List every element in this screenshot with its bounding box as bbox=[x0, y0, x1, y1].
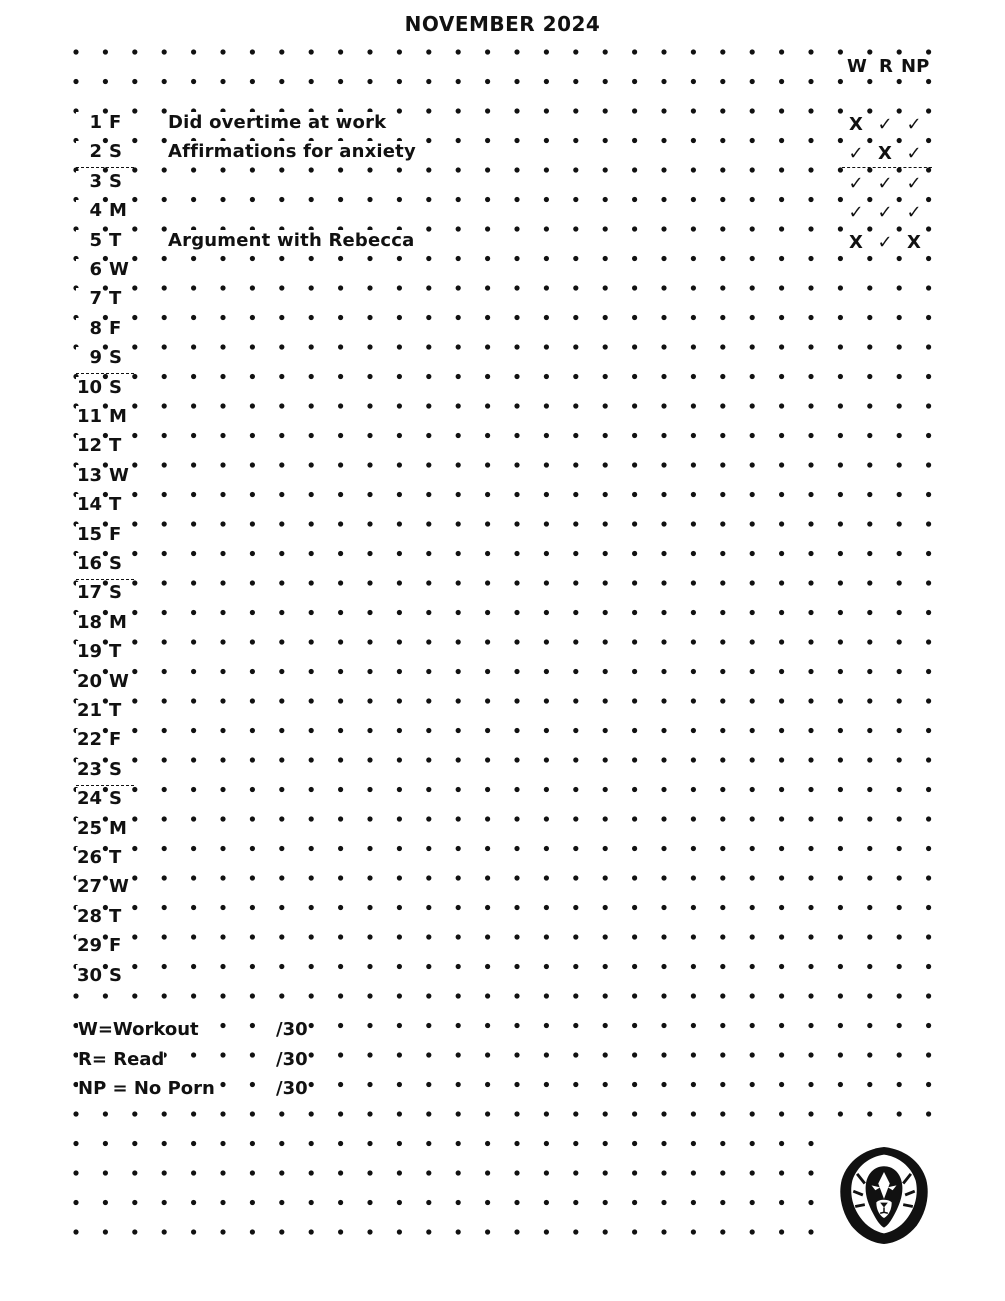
tracker-mark-w: X bbox=[846, 232, 866, 253]
day-number: 2 bbox=[76, 141, 102, 162]
day-weekday: T bbox=[109, 229, 122, 251]
day-number: 15 bbox=[76, 523, 102, 545]
day-number: 12 bbox=[76, 435, 102, 457]
day-number: 8 bbox=[76, 318, 102, 339]
day-weekday: F bbox=[109, 317, 122, 339]
week-separator bbox=[76, 373, 134, 374]
day-weekday: T bbox=[109, 435, 122, 457]
day-weekday: M bbox=[109, 200, 127, 222]
week-separator bbox=[76, 167, 134, 168]
tracker-mark-r: X bbox=[875, 143, 895, 164]
tracker-mark-r: ✓ bbox=[875, 114, 895, 135]
day-number: 23 bbox=[76, 758, 102, 780]
day-weekday: W bbox=[109, 464, 129, 486]
day-number: 7 bbox=[76, 288, 102, 309]
day-number: 4 bbox=[76, 200, 102, 221]
day-weekday: W bbox=[109, 670, 129, 692]
legend-score: /30 bbox=[276, 1078, 308, 1099]
day-weekday: M bbox=[109, 406, 127, 427]
day-number: 30 bbox=[76, 964, 102, 986]
day-number: 10 bbox=[76, 376, 102, 398]
day-number: 19 bbox=[76, 641, 102, 663]
column-header-r: R bbox=[879, 56, 893, 77]
day-number: 16 bbox=[76, 553, 102, 574]
day-note: Affirmations for anxiety bbox=[168, 141, 416, 163]
day-weekday: F bbox=[109, 729, 122, 751]
day-weekday: T bbox=[109, 494, 122, 516]
day-number: 20 bbox=[76, 670, 102, 692]
day-weekday: S bbox=[109, 758, 122, 780]
tracker-mark-np: ✓ bbox=[904, 202, 924, 223]
day-note: Did overtime at work bbox=[168, 112, 387, 133]
day-weekday: S bbox=[109, 788, 122, 810]
day-number: 18 bbox=[76, 611, 102, 633]
day-weekday: S bbox=[109, 964, 122, 986]
day-weekday: S bbox=[109, 141, 122, 163]
day-number: 14 bbox=[76, 494, 102, 516]
day-number: 24 bbox=[76, 788, 102, 810]
week-separator bbox=[76, 785, 134, 786]
day-weekday: W bbox=[109, 876, 129, 898]
day-weekday: S bbox=[109, 376, 122, 398]
day-number: 1 bbox=[76, 112, 102, 133]
lion-head-icon bbox=[836, 1145, 932, 1245]
tracker-mark-r: ✓ bbox=[875, 232, 895, 253]
day-weekday: T bbox=[109, 700, 122, 721]
tracker-mark-r: ✓ bbox=[875, 202, 895, 223]
legend-score: /30 bbox=[276, 1019, 308, 1040]
legend-score: /30 bbox=[276, 1048, 308, 1070]
column-header-w: W bbox=[847, 56, 867, 77]
day-number: 21 bbox=[76, 700, 102, 721]
day-number: 28 bbox=[76, 905, 102, 927]
tracker-mark-w: ✓ bbox=[846, 143, 866, 164]
day-weekday: F bbox=[109, 112, 122, 133]
day-weekday: T bbox=[109, 905, 122, 927]
tracker-mark-np: X bbox=[904, 232, 924, 253]
day-number: 29 bbox=[76, 935, 102, 957]
day-number: 11 bbox=[76, 406, 102, 427]
day-weekday: S bbox=[109, 582, 122, 604]
tracker-mark-w: ✓ bbox=[846, 202, 866, 223]
day-weekday: F bbox=[109, 523, 122, 545]
day-weekday: T bbox=[109, 641, 122, 663]
week-separator bbox=[842, 167, 932, 168]
day-weekday: W bbox=[109, 259, 129, 280]
day-note: Argument with Rebecca bbox=[168, 229, 415, 251]
day-weekday: S bbox=[109, 347, 122, 369]
day-number: 26 bbox=[76, 847, 102, 868]
tracker-mark-np: ✓ bbox=[904, 143, 924, 164]
legend-label: NP = No Porn bbox=[78, 1078, 215, 1099]
tracker-mark-r: ✓ bbox=[875, 173, 895, 194]
day-number: 22 bbox=[76, 729, 102, 751]
week-separator bbox=[76, 579, 134, 580]
column-header-np: NP bbox=[901, 56, 930, 77]
tracker-mark-np: ✓ bbox=[904, 173, 924, 194]
legend-label: R= Read bbox=[78, 1048, 165, 1070]
day-number: 6 bbox=[76, 259, 102, 280]
tracker-mark-np: ✓ bbox=[904, 114, 924, 135]
day-number: 17 bbox=[76, 582, 102, 604]
day-weekday: S bbox=[109, 553, 122, 574]
page-title: NOVEMBER 2024 bbox=[404, 12, 601, 36]
day-weekday: T bbox=[109, 288, 122, 310]
day-number: 3 bbox=[76, 171, 102, 192]
tracker-mark-w: ✓ bbox=[846, 173, 866, 194]
day-weekday: M bbox=[109, 817, 127, 839]
day-number: 13 bbox=[76, 464, 102, 486]
day-number: 27 bbox=[76, 876, 102, 898]
day-weekday: F bbox=[109, 935, 122, 957]
day-number: 25 bbox=[76, 817, 102, 839]
legend-label: W=Workout bbox=[78, 1019, 199, 1040]
day-weekday: M bbox=[109, 611, 127, 633]
day-weekday: T bbox=[109, 847, 122, 868]
day-weekday: S bbox=[109, 170, 122, 192]
day-number: 9 bbox=[76, 347, 102, 368]
tracker-mark-w: X bbox=[846, 114, 866, 135]
day-number: 5 bbox=[76, 230, 102, 251]
